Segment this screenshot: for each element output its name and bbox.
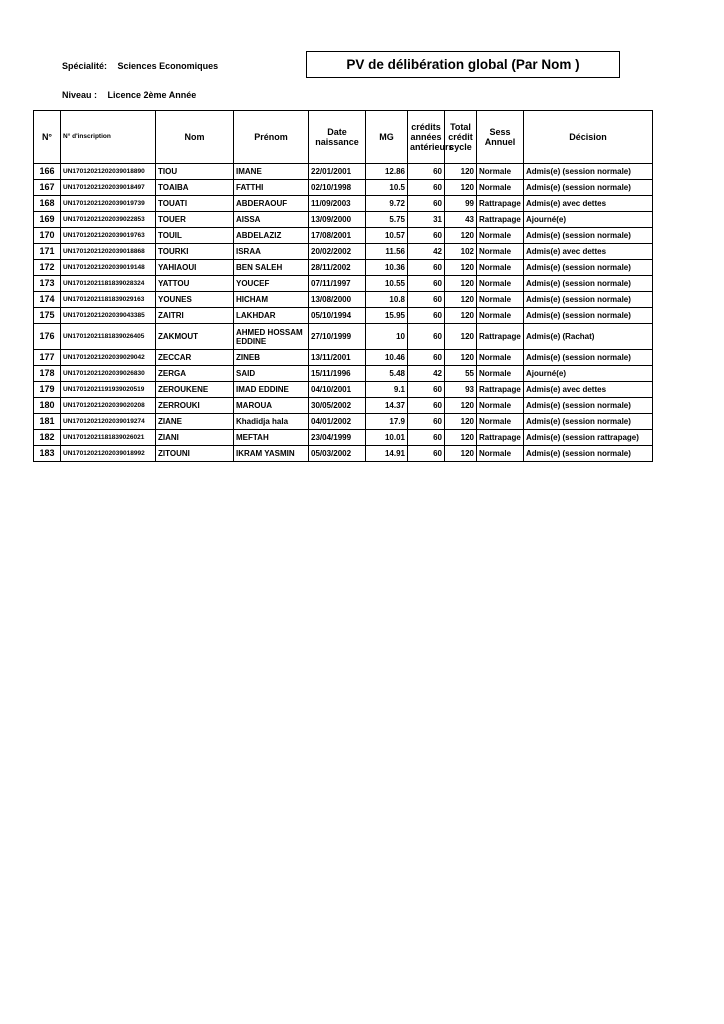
- table-row: [34, 446, 653, 462]
- cell-credits-anterieurs: 60: [408, 350, 445, 366]
- table-row: [34, 244, 653, 260]
- table-row: [34, 212, 653, 228]
- cell-inscription: UN17012021202039043385: [61, 308, 156, 324]
- cell-mg: 10.55: [366, 276, 408, 292]
- cell-credits-anterieurs: 60: [408, 228, 445, 244]
- cell-nom: TIOU: [156, 164, 234, 180]
- cell-total-credit: 120: [445, 446, 477, 462]
- cell-nom: ZITOUNI: [156, 446, 234, 462]
- cell-total-credit: 120: [445, 414, 477, 430]
- cell-nom: YOUNES: [156, 292, 234, 308]
- cell-decision: Admis(e) (session normale): [524, 446, 653, 462]
- cell-nom: TOUER: [156, 212, 234, 228]
- cell-date: 23/04/1999: [309, 430, 366, 446]
- cell-num: 168: [34, 196, 61, 212]
- cell-session: Normale: [477, 228, 524, 244]
- cell-prenom: AHMED HOSSAM EDDINE: [234, 324, 309, 350]
- table-row: [34, 228, 653, 244]
- cell-inscription: UN17012021202039019148: [61, 260, 156, 276]
- cell-inscription: UN17012021181839026405: [61, 324, 156, 350]
- cell-session: Normale: [477, 350, 524, 366]
- cell-date: 13/08/2000: [309, 292, 366, 308]
- cell-num: 166: [34, 164, 61, 180]
- cell-inscription: UN17012021202039018890: [61, 164, 156, 180]
- cell-mg: 10: [366, 324, 408, 350]
- table-row: [34, 308, 653, 324]
- cell-session: Normale: [477, 398, 524, 414]
- col-header-inscription: N° d'inscription: [61, 111, 156, 164]
- cell-inscription: UN17012021202039019274: [61, 414, 156, 430]
- cell-inscription: UN17012021202039018992: [61, 446, 156, 462]
- cell-prenom: YOUCEF: [234, 276, 309, 292]
- cell-inscription: UN17012021202039019763: [61, 228, 156, 244]
- cell-inscription: UN17012021181839029163: [61, 292, 156, 308]
- cell-inscription: UN17012021202039019739: [61, 196, 156, 212]
- cell-num: 170: [34, 228, 61, 244]
- cell-num: 175: [34, 308, 61, 324]
- cell-mg: 15.95: [366, 308, 408, 324]
- cell-credits-anterieurs: 60: [408, 308, 445, 324]
- cell-mg: 10.36: [366, 260, 408, 276]
- cell-num: 180: [34, 398, 61, 414]
- cell-decision: Admis(e) avec dettes: [524, 244, 653, 260]
- cell-inscription: UN17012021202039018868: [61, 244, 156, 260]
- cell-date: 04/01/2002: [309, 414, 366, 430]
- cell-nom: ZERGA: [156, 366, 234, 382]
- cell-credits-anterieurs: 60: [408, 446, 445, 462]
- cell-nom: TOUATI: [156, 196, 234, 212]
- cell-date: 11/09/2003: [309, 196, 366, 212]
- table-row: [34, 430, 653, 446]
- cell-prenom: MAROUA: [234, 398, 309, 414]
- cell-prenom: ABDERAOUF: [234, 196, 309, 212]
- cell-prenom: AISSA: [234, 212, 309, 228]
- cell-date: 20/02/2002: [309, 244, 366, 260]
- cell-num: 178: [34, 366, 61, 382]
- col-header-num: N°: [34, 111, 61, 164]
- cell-nom: ZAKMOUT: [156, 324, 234, 350]
- cell-total-credit: 120: [445, 228, 477, 244]
- table-row: [34, 324, 653, 350]
- cell-date: 04/10/2001: [309, 382, 366, 398]
- cell-mg: 14.37: [366, 398, 408, 414]
- cell-credits-anterieurs: 60: [408, 276, 445, 292]
- cell-date: 27/10/1999: [309, 324, 366, 350]
- cell-session: Normale: [477, 366, 524, 382]
- cell-inscription: UN17012021202039020208: [61, 398, 156, 414]
- cell-credits-anterieurs: 60: [408, 164, 445, 180]
- cell-mg: 12.86: [366, 164, 408, 180]
- cell-total-credit: 120: [445, 164, 477, 180]
- cell-prenom: ISRAA: [234, 244, 309, 260]
- cell-mg: 9.72: [366, 196, 408, 212]
- cell-num: 171: [34, 244, 61, 260]
- cell-prenom: HICHAM: [234, 292, 309, 308]
- cell-credits-anterieurs: 60: [408, 430, 445, 446]
- cell-session: Rattrapage: [477, 196, 524, 212]
- cell-inscription: UN17012021191939020519: [61, 382, 156, 398]
- cell-num: 169: [34, 212, 61, 228]
- table-row: [34, 196, 653, 212]
- cell-date: 05/10/1994: [309, 308, 366, 324]
- cell-num: 172: [34, 260, 61, 276]
- col-header-credits-anterieurs: crédits années antérieurs: [408, 111, 445, 164]
- cell-num: 174: [34, 292, 61, 308]
- table-row: [34, 276, 653, 292]
- cell-num: 173: [34, 276, 61, 292]
- cell-total-credit: 120: [445, 324, 477, 350]
- cell-session: Normale: [477, 260, 524, 276]
- cell-total-credit: 120: [445, 430, 477, 446]
- cell-mg: 10.46: [366, 350, 408, 366]
- cell-session: Normale: [477, 414, 524, 430]
- cell-decision: Admis(e) (session normale): [524, 292, 653, 308]
- cell-total-credit: 120: [445, 260, 477, 276]
- cell-decision: Admis(e) (session normale): [524, 180, 653, 196]
- specialite-label: Spécialité:: [62, 61, 108, 71]
- cell-date: 28/11/2002: [309, 260, 366, 276]
- cell-nom: YATTOU: [156, 276, 234, 292]
- cell-mg: 11.56: [366, 244, 408, 260]
- cell-date: 22/01/2001: [309, 164, 366, 180]
- cell-num: 176: [34, 324, 61, 350]
- cell-credits-anterieurs: 60: [408, 398, 445, 414]
- cell-num: 179: [34, 382, 61, 398]
- cell-decision: Admis(e) (session normale): [524, 398, 653, 414]
- cell-prenom: FATTHI: [234, 180, 309, 196]
- cell-inscription: UN17012021202039029042: [61, 350, 156, 366]
- cell-prenom: MEFTAH: [234, 430, 309, 446]
- cell-total-credit: 99: [445, 196, 477, 212]
- cell-nom: TOUIL: [156, 228, 234, 244]
- cell-inscription: UN17012021202039022853: [61, 212, 156, 228]
- cell-credits-anterieurs: 31: [408, 212, 445, 228]
- table-row: [34, 164, 653, 180]
- cell-credits-anterieurs: 60: [408, 292, 445, 308]
- cell-session: Normale: [477, 292, 524, 308]
- col-header-mg: MG: [366, 111, 408, 164]
- cell-nom: ZIANI: [156, 430, 234, 446]
- cell-nom: ZEROUKENE: [156, 382, 234, 398]
- table-row: [34, 260, 653, 276]
- cell-inscription: UN17012021202039018497: [61, 180, 156, 196]
- cell-num: 183: [34, 446, 61, 462]
- cell-mg: 10.57: [366, 228, 408, 244]
- cell-credits-anterieurs: 60: [408, 180, 445, 196]
- cell-prenom: IKRAM YASMIN: [234, 446, 309, 462]
- specialite-value: Sciences Economiques: [117, 61, 219, 71]
- cell-prenom: IMANE: [234, 164, 309, 180]
- cell-num: 182: [34, 430, 61, 446]
- cell-mg: 14.91: [366, 446, 408, 462]
- niveau-line: [62, 90, 196, 100]
- cell-prenom: ZINEB: [234, 350, 309, 366]
- cell-nom: TOURKI: [156, 244, 234, 260]
- cell-session: Rattrapage: [477, 430, 524, 446]
- col-header-decision: Décision: [524, 111, 653, 164]
- cell-session: Rattrapage: [477, 212, 524, 228]
- cell-credits-anterieurs: 60: [408, 382, 445, 398]
- cell-decision: Admis(e) (session normale): [524, 308, 653, 324]
- table-row: [34, 180, 653, 196]
- cell-session: Normale: [477, 164, 524, 180]
- cell-total-credit: 120: [445, 180, 477, 196]
- cell-decision: Ajourné(e): [524, 212, 653, 228]
- table-row: [34, 292, 653, 308]
- cell-total-credit: 55: [445, 366, 477, 382]
- cell-prenom: ABDELAZIZ: [234, 228, 309, 244]
- cell-prenom: Khadidja hala: [234, 414, 309, 430]
- cell-session: Rattrapage: [477, 324, 524, 350]
- cell-total-credit: 93: [445, 382, 477, 398]
- cell-session: Normale: [477, 180, 524, 196]
- cell-date: 07/11/1997: [309, 276, 366, 292]
- cell-session: Normale: [477, 276, 524, 292]
- cell-inscription: UN17012021202039026830: [61, 366, 156, 382]
- cell-session: Rattrapage: [477, 382, 524, 398]
- cell-total-credit: 43: [445, 212, 477, 228]
- cell-credits-anterieurs: 42: [408, 366, 445, 382]
- cell-session: Normale: [477, 308, 524, 324]
- page-title: PV de délibération global (Par Nom ): [306, 51, 620, 78]
- cell-nom: ZIANE: [156, 414, 234, 430]
- cell-decision: Admis(e) (session rattrapage): [524, 430, 653, 446]
- table-row: [34, 382, 653, 398]
- cell-credits-anterieurs: 60: [408, 324, 445, 350]
- cell-decision: Admis(e) avec dettes: [524, 196, 653, 212]
- niveau-value: Licence 2ème Année: [107, 90, 197, 100]
- cell-mg: 10.01: [366, 430, 408, 446]
- cell-total-credit: 120: [445, 292, 477, 308]
- col-header-session: Sess Annuel: [477, 111, 524, 164]
- cell-date: 13/09/2000: [309, 212, 366, 228]
- cell-decision: Admis(e) (session normale): [524, 228, 653, 244]
- cell-credits-anterieurs: 60: [408, 196, 445, 212]
- cell-nom: TOAIBA: [156, 180, 234, 196]
- cell-mg: 10.5: [366, 180, 408, 196]
- cell-prenom: SAID: [234, 366, 309, 382]
- table-header-row: [34, 111, 653, 164]
- table-row: [34, 398, 653, 414]
- table-row: [34, 414, 653, 430]
- cell-prenom: BEN SALEH: [234, 260, 309, 276]
- cell-mg: 17.9: [366, 414, 408, 430]
- cell-total-credit: 120: [445, 308, 477, 324]
- cell-num: 181: [34, 414, 61, 430]
- cell-decision: Admis(e) (session normale): [524, 276, 653, 292]
- cell-total-credit: 120: [445, 276, 477, 292]
- cell-decision: Admis(e) (session normale): [524, 260, 653, 276]
- cell-date: 05/03/2002: [309, 446, 366, 462]
- cell-credits-anterieurs: 42: [408, 244, 445, 260]
- cell-inscription: UN17012021181839026021: [61, 430, 156, 446]
- cell-credits-anterieurs: 60: [408, 414, 445, 430]
- col-header-nom: Nom: [156, 111, 234, 164]
- table-body: [34, 164, 653, 462]
- cell-date: 15/11/1996: [309, 366, 366, 382]
- table-row: [34, 366, 653, 382]
- col-header-total-credit: Total crédit cycle: [445, 111, 477, 164]
- cell-prenom: IMAD EDDINE: [234, 382, 309, 398]
- cell-decision: Admis(e) avec dettes: [524, 382, 653, 398]
- cell-mg: 5.75: [366, 212, 408, 228]
- cell-total-credit: 120: [445, 350, 477, 366]
- cell-nom: ZECCAR: [156, 350, 234, 366]
- cell-num: 177: [34, 350, 61, 366]
- cell-date: 13/11/2001: [309, 350, 366, 366]
- cell-session: Normale: [477, 446, 524, 462]
- cell-total-credit: 102: [445, 244, 477, 260]
- cell-mg: 5.48: [366, 366, 408, 382]
- cell-credits-anterieurs: 60: [408, 260, 445, 276]
- table-row: [34, 350, 653, 366]
- cell-nom: ZERROUKI: [156, 398, 234, 414]
- cell-mg: 10.8: [366, 292, 408, 308]
- cell-mg: 9.1: [366, 382, 408, 398]
- deliberation-table: [33, 110, 653, 462]
- col-header-prenom: Prénom: [234, 111, 309, 164]
- cell-decision: Ajourné(e): [524, 366, 653, 382]
- cell-inscription: UN17012021181839028324: [61, 276, 156, 292]
- specialite-line: [62, 61, 218, 71]
- cell-decision: Admis(e) (session normale): [524, 164, 653, 180]
- cell-session: Normale: [477, 244, 524, 260]
- cell-date: 17/08/2001: [309, 228, 366, 244]
- cell-date: 30/05/2002: [309, 398, 366, 414]
- cell-decision: Admis(e) (session normale): [524, 414, 653, 430]
- cell-date: 02/10/1998: [309, 180, 366, 196]
- cell-prenom: LAKHDAR: [234, 308, 309, 324]
- cell-total-credit: 120: [445, 398, 477, 414]
- cell-nom: YAHIAOUI: [156, 260, 234, 276]
- cell-nom: ZAITRI: [156, 308, 234, 324]
- niveau-label: Niveau :: [62, 90, 98, 100]
- cell-decision: Admis(e) (Rachat): [524, 324, 653, 350]
- cell-num: 167: [34, 180, 61, 196]
- col-header-date: Date naissance: [309, 111, 366, 164]
- cell-decision: Admis(e) (session normale): [524, 350, 653, 366]
